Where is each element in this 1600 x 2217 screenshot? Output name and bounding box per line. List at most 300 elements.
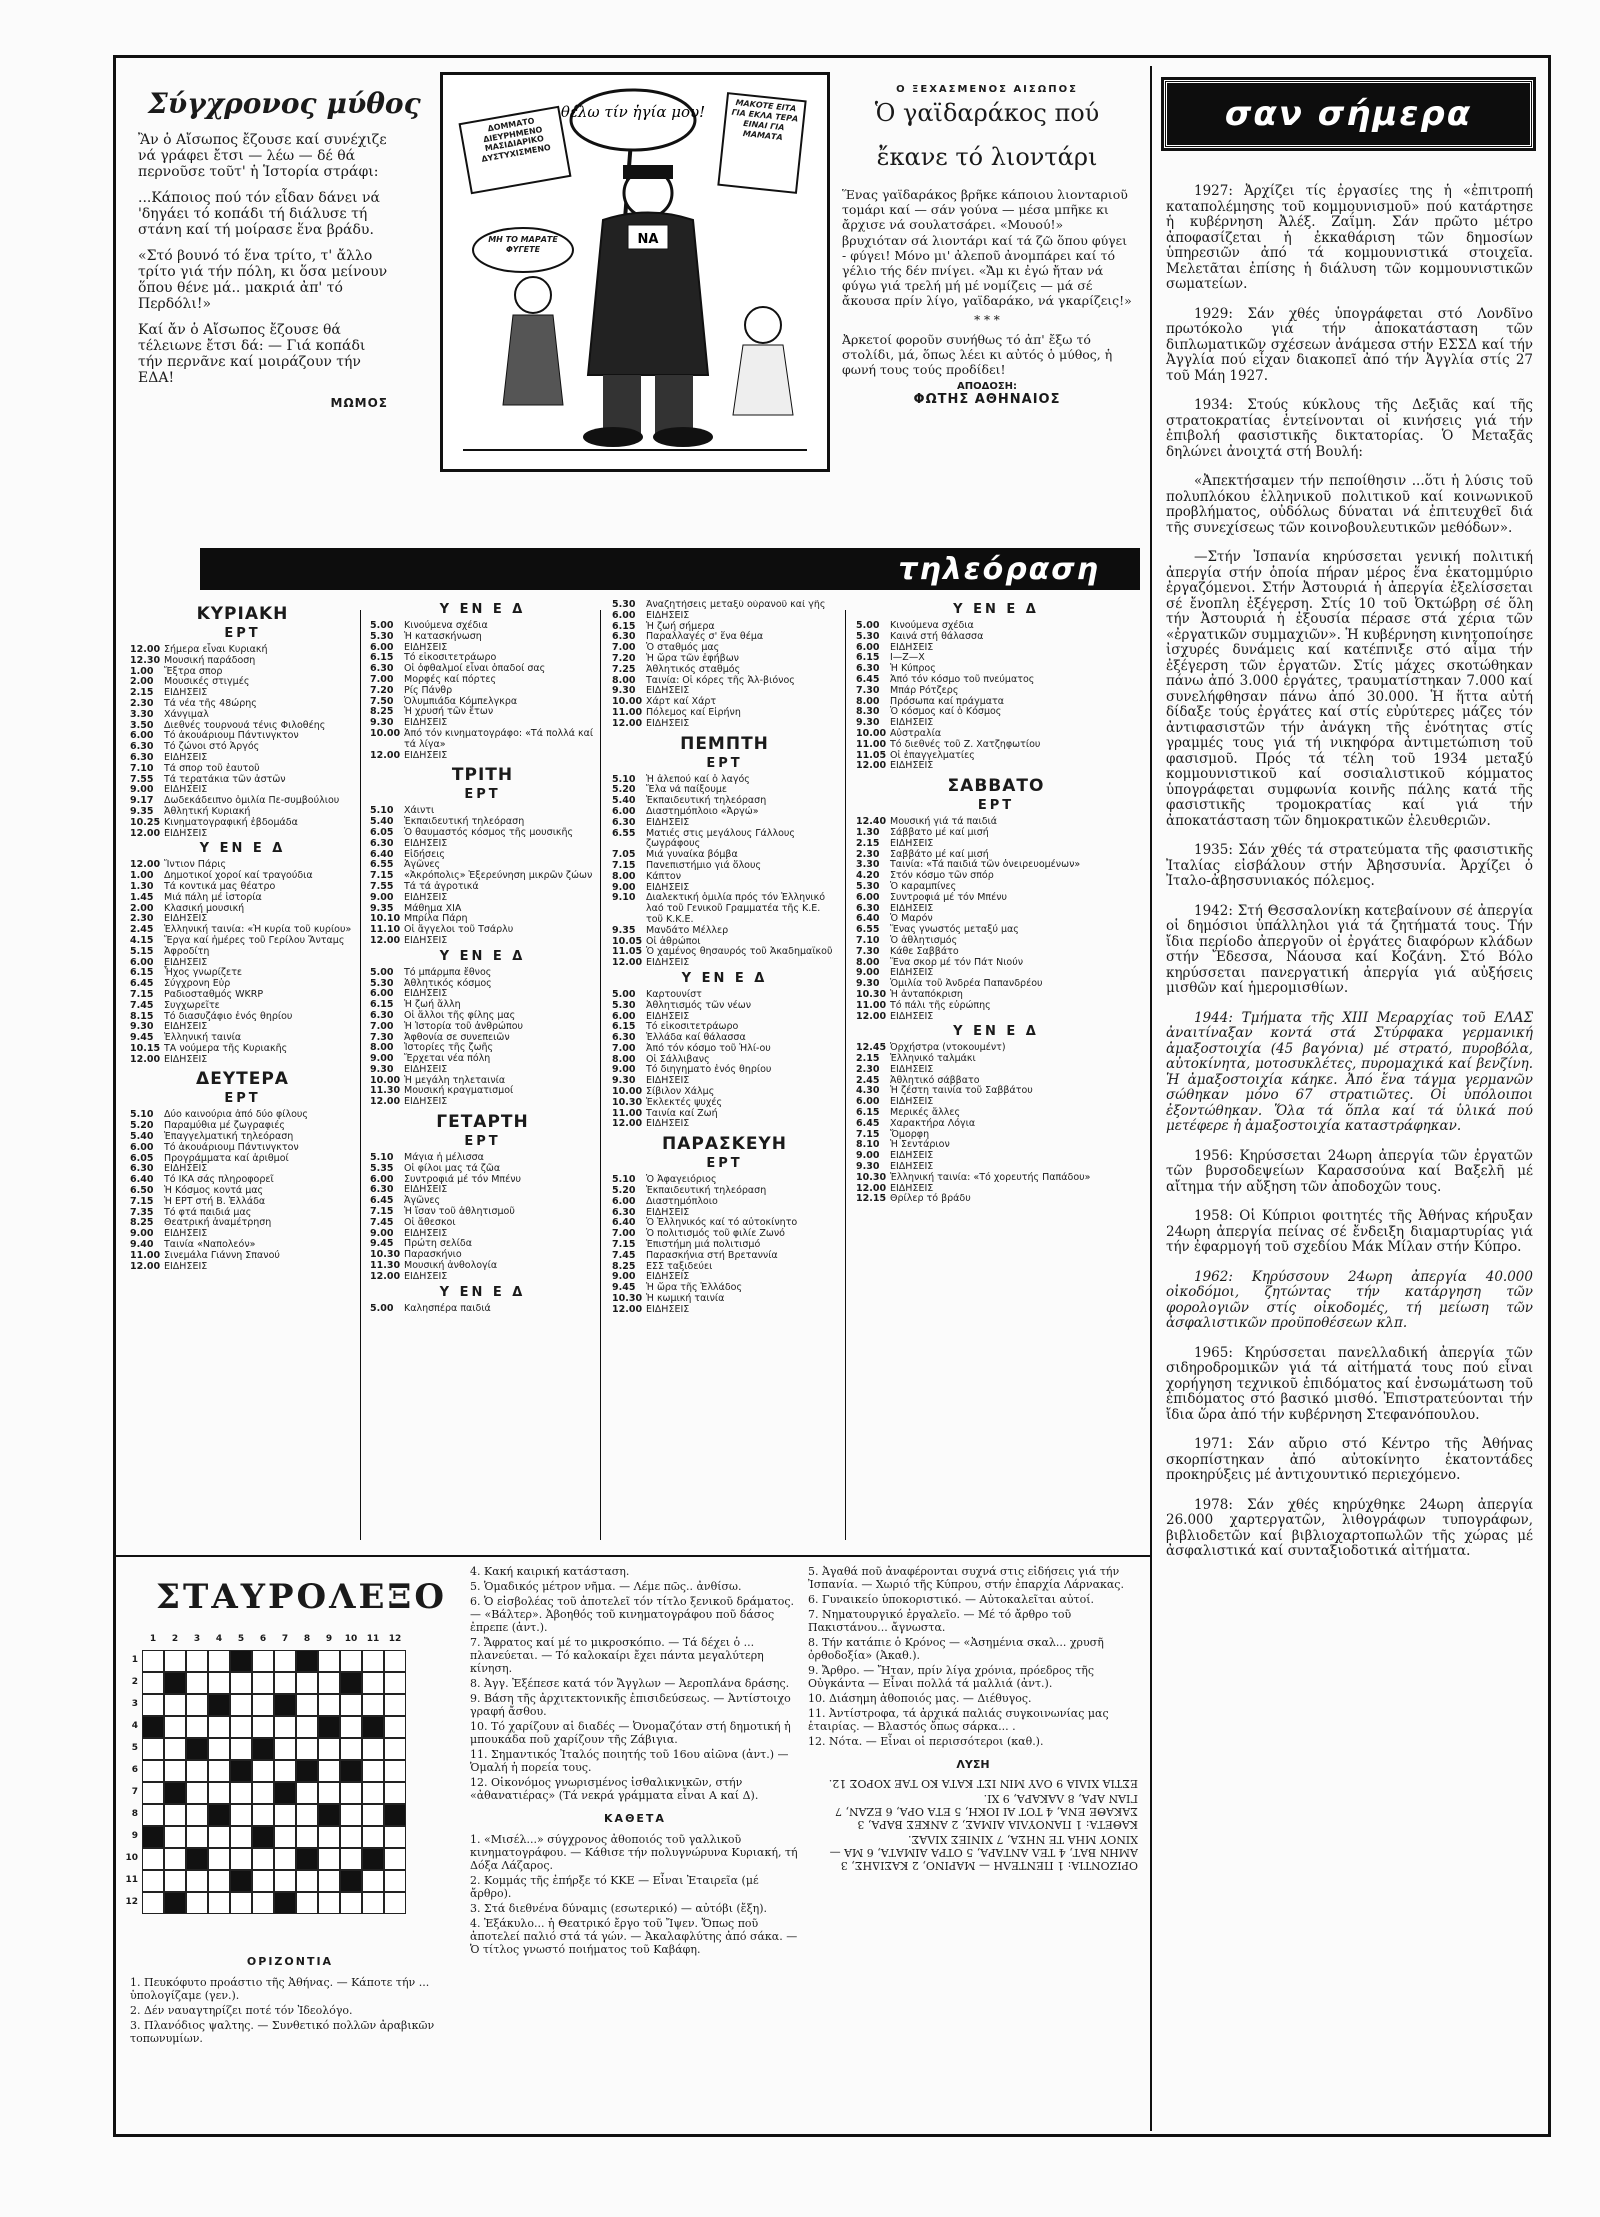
crossword-cell	[362, 1694, 384, 1716]
tv-program-time: 2.30	[856, 1063, 880, 1075]
down-clue: 6. Γυναικείο ὑποκοριστικό. — Αὐτοκαλεῖται αὐτοί.	[808, 1593, 1095, 1606]
tv-program-title: Ἔξτρα σπορ	[164, 665, 223, 677]
myth-stanza: Καί ἄν ὁ Αἴσωπος ἔζουσε θά τέλειωνε ἔτσι δά: — Γιά κοπάδι τήν περνᾶνε καί μοιράζουν τήν ΕΔΑ!	[138, 322, 366, 386]
tv-program-time: 10.30	[856, 1171, 887, 1183]
crossword-col-number: 3	[193, 1634, 201, 1644]
tv-program-time: 9.30	[370, 717, 394, 729]
tv-program-time: 10.30	[370, 1249, 401, 1261]
tv-program-time: 12.00	[370, 1270, 401, 1282]
crossword-cell	[318, 1804, 340, 1826]
tv-program-title: Ι—Ζ—Χ	[890, 652, 925, 664]
section-divider	[116, 1555, 1150, 1557]
tv-program-time: 12.00	[130, 827, 161, 839]
tv-program-title: Χάιντι	[404, 805, 435, 817]
tv-program-title: Ἡ ἀνταπόκριση	[890, 988, 963, 1000]
tv-program-title: Ὁ Ἑλληνικός καί τό αὐτοκίνητο	[646, 1217, 798, 1229]
tv-program-title: Ἡ ζωή ἄλλη	[404, 999, 461, 1011]
tv-program	[370, 1097, 595, 1108]
crossword-col-number: 2	[171, 1634, 179, 1644]
tv-program-title: Ἕνας γνωστός μεταξύ μας	[890, 924, 1019, 936]
crossword-cell	[384, 1870, 406, 1892]
tv-program-time: 11.05	[856, 749, 887, 761]
tv-program-title: ΕΙΔΗΣΕΙΣ	[646, 881, 690, 893]
tv-program-title: Τό εἰκοσιτετράωρο	[646, 1021, 739, 1033]
tv-program-title: Ὄμορφη	[890, 1128, 930, 1140]
tv-program	[612, 719, 837, 730]
myth-signature: ΜΩΜΟΣ	[330, 396, 388, 410]
tv-program-title: ΕΙΔΗΣΕΙΣ	[404, 934, 448, 946]
tv-program-time: 7.55	[370, 880, 394, 892]
tv-program-title: Τά τερατάκια τῶν ἀστῶν	[164, 773, 286, 785]
tv-program-time: 7.05	[612, 849, 636, 861]
tv-program-time: 12.00	[370, 934, 401, 946]
tv-channel-heading: ΕΡΤ	[706, 755, 743, 771]
tv-program-title: ΕΙΔΗΣΕΙΣ	[890, 837, 934, 849]
tv-program-title: Ἡ ΕΡΤ στή Β. Ἑλλάδα	[164, 1195, 266, 1207]
crossword-col-number: 5	[237, 1634, 245, 1644]
tv-program-time: 7.00	[612, 642, 636, 654]
tv-program-time: 6.30	[130, 751, 154, 763]
tv-program-time: 9.30	[370, 1063, 394, 1075]
tv-program-title: Αὐστραλία	[890, 727, 942, 739]
tv-program-title: Ἑλληνική ταινία: «Τό χορευτής Παπάδου»	[890, 1171, 1091, 1183]
tv-program-time: 6.30	[370, 1184, 394, 1196]
myth-title: Σύγχρονος μύθος	[148, 88, 421, 120]
crossword-cell	[142, 1694, 164, 1716]
tv-program-time: 2.15	[856, 837, 880, 849]
tv-program-title: Ἡ Ἱστορία τοῦ ἀνθρώπου	[404, 1020, 524, 1032]
crossword-cell	[252, 1738, 274, 1760]
tv-program-time: 7.25	[612, 663, 636, 675]
tv-program-time: 7.15	[370, 870, 394, 882]
tv-program-title: Ἦχος γνωρίζετε	[164, 967, 243, 979]
down-clue: 12. Νότα. — Εἶναι οἱ περισσότεροι (καθ.).	[808, 1735, 1044, 1748]
tv-program	[856, 893, 1136, 904]
tv-program-title: Πρόσωπα καί πράγματα	[890, 695, 1004, 707]
tv-program-title: Ταινία: «Τά παιδιά τῶν ὀνειρευομένων»	[890, 859, 1081, 871]
across-clue: 12. Οἰκονόμος γνωρισμένος ἰσθαλικνικῶν, στήν «ἀθανατιέρας» (Τά νεκρά γράμματα εἶναι Α καί Δ).	[470, 1776, 759, 1802]
cartoon-shirt-text: ΝΑ	[637, 232, 659, 247]
tv-channel-heading: ΕΡΤ	[224, 626, 261, 641]
crossword-cell	[252, 1650, 274, 1672]
crossword-row-number: 11	[125, 1875, 138, 1885]
crossword-cell	[164, 1738, 186, 1760]
across-clue: 11. Σημαντικός Ἰταλός ποιητής τοῦ 16ου αἰῶνα (ἀντ.) — Ὁμαλή ἡ πορεία τους.	[470, 1748, 789, 1774]
tv-program	[612, 665, 837, 676]
tv-program-time: 12.00	[130, 859, 161, 871]
tv-program-title: Παρασκήνιο	[404, 1249, 462, 1261]
tv-column-divider	[845, 610, 846, 1540]
tv-program	[130, 947, 355, 958]
tv-program-title: Ἑλληνικό ταλμάκι	[890, 1053, 976, 1065]
tv-program-time: 6.00	[370, 641, 394, 653]
tv-day-heading: ΚΥΡΙΑΚΗ	[196, 604, 289, 624]
tv-program-time: 6.30	[612, 631, 636, 643]
tv-program-title: ΕΙΔΗΣΕΙΣ	[890, 760, 934, 772]
crossword-cell	[230, 1892, 252, 1914]
tv-channel-heading: Υ ΕΝ Ε Δ	[199, 841, 286, 857]
fable-paragraph: Ἕνας γαϊδαράκος βρῆκε κάποιου λιονταριοῦ τομάρι καί — σάν γούνα — μέσα μπῆκε κι ἄρχισε νά σουλατσάρει. «Μουού!» βρυχιόταν σά λιοντάρι καί τά ζῶ ὅπου φύγει - φύγει! Μόνο μι' ἀλεποῦ ἀνομπάρει καί τό γέλιο τής δέν πνίγει. «Ἄμ κι ἐγώ ἤταν νά φύγω γιά τρελή μή μέ νομίζεις — μά σέ ἄκουσα πρίν λίγο, γαϊδαράκο, νά γκαρίζεις!»	[842, 187, 1132, 309]
tv-program-title: Ἀθλητικός σταθμός	[646, 663, 741, 675]
tv-program-time: 1.30	[130, 880, 154, 892]
tv-program-title: Δωδεκάδειπνο ὁμιλία Πε-συμβούλιου	[164, 795, 340, 807]
tv-program-title: Διαλεκτική ὁμιλία πρός τόν Ἑλληνικό λαό τοῦ Γενικοῦ Γραμματέα τῆς Κ.Ε. τοῦ Κ.Κ.Ε.	[646, 892, 826, 925]
tv-program-time: 12.00	[370, 1096, 401, 1108]
tv-program-title: ΕΙΔΗΣΕΙΣ	[404, 749, 448, 761]
tv-program-time: 11.00	[612, 1107, 643, 1119]
crossword-cell	[318, 1870, 340, 1892]
crossword-cell	[384, 1672, 406, 1694]
crossword-cell	[208, 1782, 230, 1804]
myth-stanza: «Στό βουνό τό ἕνα τρίτο, τ' ἄλλο τρίτο γιά τήν πόλη, κι ὅσα μείνουν ὅπου θένε μά.. μακριά ἀπ' τό Περδόλι!»	[138, 248, 388, 312]
tv-program-time: 5.10	[130, 1109, 154, 1121]
crossword-cell	[164, 1672, 186, 1694]
myth-stanza: Ἂν ὁ Αἴσωπος ἔζουσε καί συνέχιζε νά γράφει ἔτσι — λέω — δέ θά περνοῦσε τοῦτ' ἡ Ἱστορία στράφι:	[138, 132, 387, 180]
tv-program-time: 5.10	[370, 805, 394, 817]
tv-program-time: 9.00	[130, 1228, 154, 1240]
tv-program	[612, 893, 837, 925]
tv-program-title: Ἀγῶνες	[404, 859, 441, 871]
crossword-cell	[230, 1672, 252, 1694]
tv-program-title: ΕΙΔΗΣΕΙΣ	[164, 1163, 208, 1175]
tv-program-title: Ἡ ὥρα τῶν ἐφήβων	[646, 652, 739, 664]
crossword-cell	[164, 1782, 186, 1804]
fable-title-line2: ἔκανε τό λιοντάρι	[876, 143, 1098, 171]
tv-program-time: 5.00	[370, 1302, 394, 1314]
tv-program-time: 6.00	[370, 1173, 394, 1185]
crossword-col-number: 8	[303, 1634, 311, 1644]
tv-day-heading: ΔΕΥΤΕΡΑ	[196, 1069, 289, 1090]
tv-program-time: 2.30	[856, 848, 880, 860]
crossword-cell	[252, 1694, 274, 1716]
tv-program	[130, 893, 355, 904]
tv-program-time: 9.00	[856, 1150, 880, 1162]
tv-program-title: ΕΙΔΗΣΕΙΣ	[890, 902, 934, 914]
down-label: ΚΑΘΕΤΑ	[604, 1812, 666, 1825]
tv-program-time: 4.15	[130, 934, 154, 946]
tv-program-time: 8.10	[856, 1139, 880, 1151]
tv-program-title: Ὁ πολιτισμός τοῦ φιλίε Ζωνό	[646, 1228, 785, 1240]
tv-column-divider	[360, 610, 361, 1540]
tv-program-title: Καρτουνίστ	[646, 988, 702, 1000]
political-cartoon	[440, 72, 830, 472]
tv-program-title: Διαστημόπλοιο	[646, 1195, 718, 1207]
tv-program-time: 12.00	[856, 1010, 887, 1022]
crossword-cell	[142, 1782, 164, 1804]
tv-program-title: ΕΙΔΗΣΕΙΣ	[646, 609, 690, 621]
tv-program-title: Οἱ ἄλλοι τῆς φίλης μας	[404, 1009, 516, 1021]
crossword-cell	[208, 1650, 230, 1672]
tv-column-3	[612, 600, 837, 1550]
crossword-cell	[274, 1892, 296, 1914]
tv-program-title: Σάββατο μέ καί μισή	[890, 826, 989, 838]
tv-program-time: 6.55	[370, 859, 394, 871]
tv-program-time: 6.00	[856, 1096, 880, 1108]
tv-program-time: 6.30	[612, 1032, 636, 1044]
tv-program-title: Μάθημα ΧΙΑ	[404, 902, 462, 914]
tv-program-time: 10.00	[612, 1086, 643, 1098]
crossword-cell	[164, 1848, 186, 1870]
crossword-cell	[230, 1870, 252, 1892]
on-this-day-entry: 1929: Σάν χθές ὑπογράφεται στό Λονδῖνο πρωτόκολο γιά τήν ἀποκατάσταση τῶν διπλωματικῶν σχέσεων ἀνάμεσα στήν ΕΣΣΔ καί τήν Ἀγγλία πού εἶχαν διακοπεῖ ἀπό τήν Ἀγγλία στίς 27 τοῦ Μάη 1927.	[1166, 305, 1533, 384]
tv-program-time: 10.00	[856, 727, 887, 739]
tv-program	[856, 947, 1136, 958]
crossword-cell	[252, 1672, 274, 1694]
tv-program	[612, 872, 837, 883]
down-clue: 2. Κομμάς τῆς ἐπήρξε τό ΚΚΕ — Εἶναι Ἐταιρεῖα (μέ ἄρθρο).	[470, 1874, 759, 1900]
tv-program-time: 6.15	[130, 967, 154, 979]
tv-program-title: Καινά στή θάλασσα	[890, 630, 984, 642]
tv-program-time: 6.40	[130, 1174, 154, 1186]
cartoon-left-sign: ΔΟΜΜΑΤΟ ΔΙΕΥΡΗΜΕΝΟ ΜΑΣΙΔΙΑΡΙΚΟ ΔΥΣΤΥΧΙΣΜΕΝΟ	[480, 116, 552, 164]
tv-program-time: 5.30	[856, 880, 880, 892]
tv-program-time: 9.30	[856, 1161, 880, 1173]
tv-program-title: Ἑλλάδα καί θάλασσα	[646, 1032, 746, 1044]
tv-program-title: Παρασκήνια στή Βρεταννία	[646, 1249, 778, 1261]
tv-program-time: 6.30	[370, 663, 394, 675]
crossword-cell	[164, 1804, 186, 1826]
crossword-cell	[340, 1848, 362, 1870]
tv-program-time: 6.00	[856, 891, 880, 903]
cartoon-bubble: ΜΗ ΤΟ ΜΑΡΑΤΕ ΦΥΓΕΤΕ	[488, 235, 558, 254]
tv-program	[370, 751, 595, 762]
crossword-col-number: 1	[149, 1634, 157, 1644]
crossword-cell	[384, 1804, 406, 1826]
tv-program-time: 6.00	[130, 1141, 154, 1153]
tv-program-time: 5.20	[130, 1120, 154, 1132]
tv-program-time: 7.30	[370, 1031, 394, 1043]
tv-program-title: ΕΙΔΗΣΕΙΣ	[404, 891, 448, 903]
tv-program-title: ΕΙΔΗΣΕΙΣ	[404, 1184, 448, 1196]
tv-program-title: Ὀρχήστρα (ντοκουμέντ)	[890, 1042, 1006, 1054]
crossword-cell	[384, 1738, 406, 1760]
tv-program-time: 9.17	[130, 795, 154, 807]
crossword-cell	[164, 1892, 186, 1914]
on-this-day-entry: 1944: Τμήματα τῆς XIII Μεραρχίας τοῦ ΕΛΑΣ ἀναιτίναξαν κοντά στά Στύρφακα γερμανική ἀμαξοστοιχία (45 βαγόνια) μέ στρατό, πυροβόλα, αὐτοκίνητα, μοτοσυκλέτες, πυρομαχικά καί βενζίνη. Ἡ ἀμαξοστοιχία κάηκε. Ἀπό ἕνα τάγμα γερμανῶν σώθηκαν μόνο 67 στρατιῶτες. Οἱ ὑπόλοιποι ἐξοντώθηκαν. Ὅλα τά ὅπλα καί τά ὑλικά πού μετέφερε ἡ ἀμαξοστοιχία καταστράφηκαν.	[1166, 1009, 1533, 1134]
crossword-cell	[230, 1738, 252, 1760]
tv-program-time: 6.00	[612, 609, 636, 621]
tv-program-time: 2.00	[130, 676, 154, 688]
tv-program-time: 7.20	[612, 652, 636, 664]
crossword-col-number: 7	[281, 1634, 289, 1644]
tv-program-time: 6.15	[856, 1107, 880, 1119]
crossword-clues-mid	[470, 1565, 800, 2130]
tv-program-title: ΕΙΔΗΣΕΙΣ	[646, 1075, 690, 1087]
tv-channel-heading: Υ ΕΝ Ε Δ	[439, 1284, 526, 1300]
crossword-cell	[186, 1848, 208, 1870]
tv-program-title: Καλησπέρα παιδιά	[404, 1302, 491, 1314]
tv-program-title: Ἀφθονία σε συνεπειῶν	[404, 1031, 510, 1043]
tv-program-title: ΕΙΔΗΣΕΙΣ	[890, 1150, 934, 1162]
crossword-cell	[296, 1848, 318, 1870]
tv-program-title: Χάνγιμαλ	[164, 708, 209, 720]
tv-program-time: 3.30	[856, 859, 880, 871]
tv-program-title: Ὁ Μαρόν	[890, 913, 933, 925]
across-clue: 6. Ὁ εἰσβολέας τοῦ ἀποτελεῖ τόν τίτλο ξενικοῦ δράματος. — «Βάλτερ». Ἀβοηθός τοῦ κινηματογράφου ποῦ δάσος ἐπρεπε (ἀντ.).	[470, 1595, 795, 1634]
crossword-cell	[208, 1760, 230, 1782]
tv-program-title: Προγράμματα καί ἀριθμοί	[164, 1152, 289, 1164]
tv-program-time: 6.00	[612, 1010, 636, 1022]
tv-program-title: Μουσικές στιγμές	[164, 676, 250, 688]
tv-program-title: ΕΙΔΗΣΕΙΣ	[890, 1096, 934, 1108]
tv-program-title: Ἡ ἴσαν τοῦ ἀθλητισμοῦ	[404, 1206, 515, 1218]
crossword-row-number: 5	[131, 1743, 138, 1753]
tv-program-title: ΕΙΔΗΣΕΙΣ	[890, 967, 934, 979]
tv-program-time: 9.30	[612, 1075, 636, 1087]
tv-program-title: Ὀλυμπιάδα Κόμπελγκρα	[404, 695, 518, 707]
on-this-day-entry: 1956: Κηρύσσεται 24ωρη ἀπεργία τῶν ἐργατῶν τῶν βυρσοδεψείων Καρασσούνα καί Βαξελῆ μέ αἴτημα τήν αὔξηση τῶν ἀποδοχῶν τους.	[1166, 1147, 1533, 1195]
crossword-cell	[252, 1848, 274, 1870]
crossword-cell	[296, 1694, 318, 1716]
tv-program-title: ΕΙΔΗΣΕΙΣ	[404, 988, 448, 1000]
tv-program	[130, 818, 355, 829]
tv-program-time: 5.40	[130, 1131, 154, 1143]
crossword-cell	[252, 1716, 274, 1738]
tv-program-time: 6.30	[130, 1163, 154, 1175]
tv-program	[856, 740, 1136, 751]
down-clue: 7. Νηματουργικό ἐργαλεῖο. — Μέ τό ἄρθρο τοῦ Πακιστάνου... ἄγνωστα.	[808, 1608, 1072, 1634]
tv-program-title: Κάπτον	[646, 870, 682, 882]
crossword-cell	[340, 1804, 362, 1826]
tv-program-time: 8.00	[612, 1053, 636, 1065]
crossword-cell	[296, 1892, 318, 1914]
tv-program	[612, 926, 837, 937]
tv-program-title: ΕΙΔΗΣΕΙΣ	[890, 717, 934, 729]
on-this-day-list	[1152, 184, 1545, 1560]
tv-program-title: Ἡ Κόσμος κοντά μας	[164, 1185, 264, 1197]
tv-program	[130, 710, 355, 721]
tv-program-time: 8.00	[612, 674, 636, 686]
tv-program-title: Ἑλληνική ταινία: «Ἡ κυρία τοῦ κυρίου»	[164, 924, 352, 936]
crossword-cell	[252, 1782, 274, 1804]
tv-program-time: 9.30	[856, 717, 880, 729]
tv-program-time: 8.25	[130, 1217, 154, 1229]
across-clue: 5. Ὁμαδικός μέτρον νῆμα. — Λέμε πῶς.. ἀνθίσω.	[470, 1580, 742, 1593]
crossword-cell	[362, 1848, 384, 1870]
tv-program-time: 11.05	[612, 946, 643, 958]
crossword-cell	[296, 1738, 318, 1760]
tv-program-title: ΕΙΔΗΣΕΙΣ	[164, 687, 208, 699]
tv-program-time: 9.35	[130, 805, 154, 817]
tv-program-title: Ἐκλεκτές ψυχές	[646, 1096, 723, 1108]
tv-program-title: Τά σπορ τοῦ ἑαυτοῦ	[164, 762, 260, 774]
tv-program-title: «Ἀκρόπολις» Ἐξερεύνηση μικρῶν ζώων	[404, 870, 593, 882]
tv-program-title: ΕΙΔΗΣΕΙΣ	[404, 1063, 448, 1075]
crossword-cell	[340, 1870, 362, 1892]
tv-program-title: ΕΙΔΗΣΕΙΣ	[646, 1118, 690, 1130]
crossword-row-number: 8	[131, 1809, 138, 1819]
tv-program-title: ΕΙΔΗΣΕΙΣ	[164, 1228, 208, 1240]
tv-program-time: 6.00	[612, 805, 636, 817]
tv-program-time: 6.15	[370, 999, 394, 1011]
tv-program-title: ΕΙΔΗΣΕΙΣ	[164, 827, 208, 839]
crossword-cell	[296, 1650, 318, 1672]
crossword-cell	[230, 1650, 252, 1672]
tv-program-title: Ὁ χαμένος θησαυρός τοῦ Ἀκαδημαϊκοῦ	[646, 946, 833, 958]
tv-program-title: Ταινία «Ναπολεόν»	[164, 1239, 256, 1251]
tv-program	[612, 1305, 837, 1316]
tv-program-time: 5.30	[856, 630, 880, 642]
tv-program	[370, 968, 595, 979]
tv-program-title: Πανεπιστήμιο γιά ὅλους	[646, 859, 762, 871]
crossword-cell	[230, 1848, 252, 1870]
tv-program-title: ΕΙΔΗΣΕΙΣ	[646, 1271, 690, 1283]
crossword-cell	[252, 1892, 274, 1914]
tv-program-title: Ἀπό τόν κόσμο τοῦ Ἠλί-ου	[646, 1042, 771, 1054]
tv-channel-heading: ΕΡΤ	[464, 787, 501, 803]
crossword-cell	[230, 1782, 252, 1804]
crossword-cell	[340, 1716, 362, 1738]
tv-program-title: Ρίς Πάνθρ	[404, 684, 453, 696]
tv-program-time: 6.55	[856, 924, 880, 936]
tv-program-time: 9.00	[612, 881, 636, 893]
tv-program-title: Ἡ ζέστη ταινία τοῦ Σαββάτου	[890, 1085, 1033, 1097]
crossword-cell	[186, 1870, 208, 1892]
tv-program-time: 6.15	[856, 652, 880, 664]
tv-day-heading: ΣΑΒΒΑΤΟ	[947, 776, 1045, 797]
crossword-cell	[340, 1672, 362, 1694]
tv-program-title: Ἐκπαιδευτική τηλεόραση	[646, 795, 767, 807]
across-clue: 7. Ἄφρατος καί μέ το μικροσκόπιο. — Τά δέχει ὁ ... πλανεύεται. — Τό καλοκαίρι ἔχει πάντα μεγαλύτερη κίνηση.	[470, 1636, 764, 1675]
crossword-cell	[318, 1716, 340, 1738]
crossword-cell	[274, 1782, 296, 1804]
tv-program	[370, 729, 595, 751]
tv-program-title: Μιά πάλη μέ ἱστορία	[164, 891, 262, 903]
crossword-cell	[362, 1892, 384, 1914]
crossword-cell	[318, 1782, 340, 1804]
tv-program-title: ΕΙΔΗΣΕΙΣ	[646, 1303, 690, 1315]
tv-program-time: 10.00	[612, 696, 643, 708]
tv-program-title: Ὁμιλία τοῦ Ἀνδρέα Παπανδρέου	[890, 978, 1043, 990]
tv-program-title: Δημοτικοί χοροί καί τραγούδια	[164, 870, 313, 882]
tv-program-time: 9.00	[612, 1271, 636, 1283]
tv-channel-heading: ΕΡΤ	[224, 1091, 261, 1107]
tv-program-title: Μπάρ Ρότζερς	[890, 684, 959, 696]
tv-program-title: Ἐκπαιδευτική τηλεόραση	[646, 1185, 767, 1197]
tv-program	[370, 839, 595, 850]
tv-program-title: Ἐκπαιδευτική τηλεόραση	[404, 816, 525, 828]
tv-program-time: 9.00	[130, 784, 154, 796]
tv-program-title: Μερικές ἄλλες	[890, 1107, 961, 1119]
crossword-cell	[340, 1782, 362, 1804]
crossword-cell	[362, 1760, 384, 1782]
tv-program-title: Διεθνές τουρνουά τένις Φιλοθέης	[164, 719, 326, 731]
tv-program-time: 6.00	[130, 956, 154, 968]
tv-program-title: Ἡ ζωή σήμερα	[646, 620, 715, 632]
crossword-cell	[274, 1848, 296, 1870]
tv-program-title: Ἡ μεγάλη τηλεταινία	[404, 1074, 506, 1086]
tv-program-title: Ματιές στις μεγάλους Γάλλους ζωγράφους	[646, 827, 795, 850]
crossword-row-number: 12	[125, 1897, 138, 1907]
tv-program-title: ΤΑ νούμερα τῆς Κυριακῆς	[164, 1042, 288, 1054]
tv-program-title: ΕΙΔΗΣΕΙΣ	[164, 956, 208, 968]
tv-program-time: 7.20	[370, 684, 394, 696]
tv-program-time: 6.45	[130, 978, 154, 990]
tv-program-title: Ἀθλητική Κυριακή	[164, 805, 251, 817]
crossword-cell	[296, 1672, 318, 1694]
crossword-cell	[340, 1738, 362, 1760]
tv-program-time: 12.30	[130, 654, 161, 666]
tv-program-title: ΕΙΔΗΣΕΙΣ	[164, 1021, 208, 1033]
tv-program-time: 12.00	[856, 760, 887, 772]
tv-program-time: 10.00	[370, 1074, 401, 1086]
tv-program-title: ΕΙΔΗΣΕΙΣ	[164, 1260, 208, 1272]
tv-program-time: 10.25	[130, 816, 161, 828]
crossword-cell	[164, 1760, 186, 1782]
tv-program-time: 5.20	[612, 784, 636, 796]
tv-program-time: 8.00	[856, 695, 880, 707]
tv-program-time: 2.30	[130, 913, 154, 925]
